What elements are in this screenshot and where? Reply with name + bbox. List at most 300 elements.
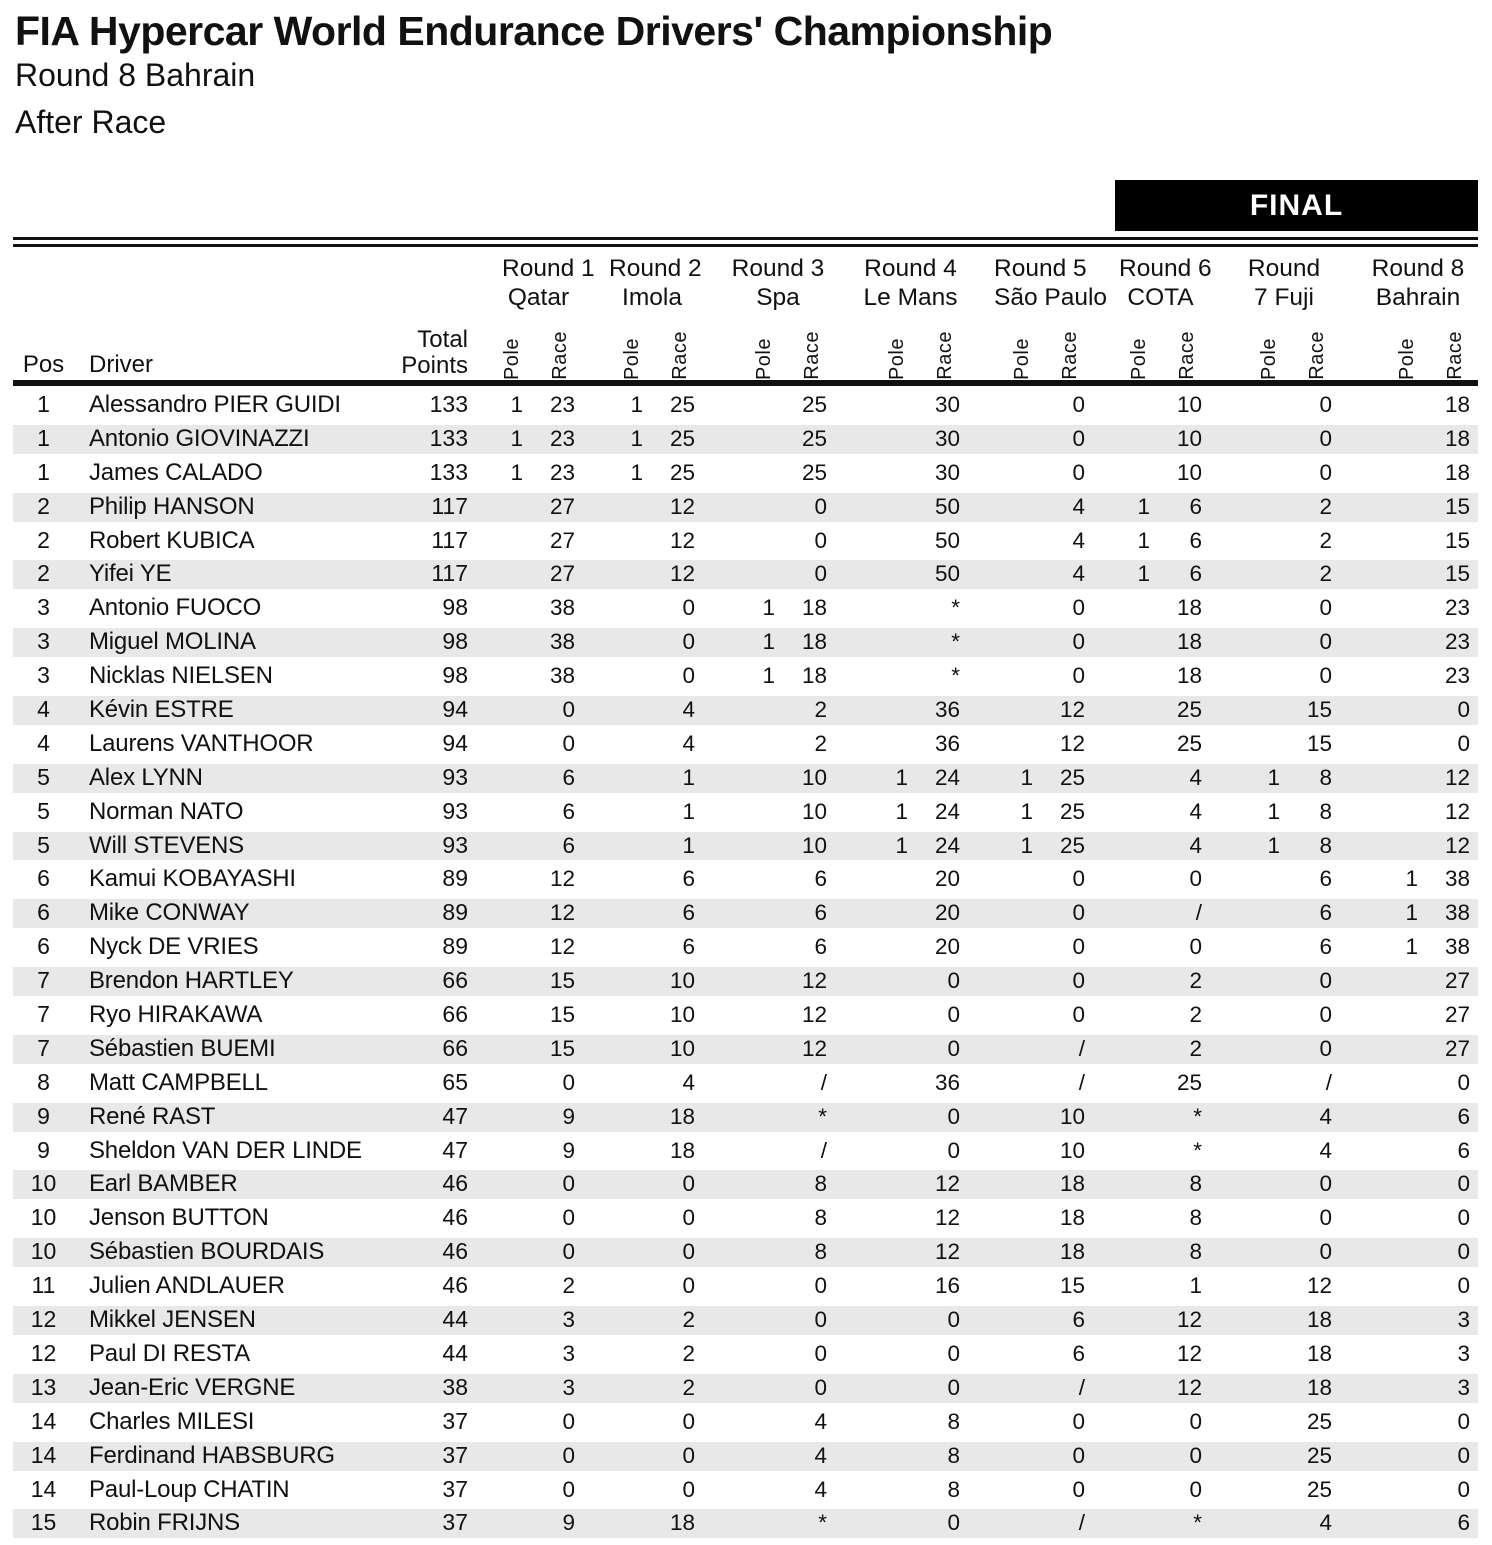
race-points-cell: 23 bbox=[549, 392, 575, 417]
pole-points-cell bbox=[827, 591, 908, 625]
table-row bbox=[13, 388, 1478, 422]
pole-points-cell bbox=[695, 456, 775, 490]
pole-points-cell bbox=[827, 998, 908, 1032]
total-points-cell: 37 bbox=[442, 1441, 468, 1468]
standings-table-body bbox=[13, 388, 1478, 1540]
race-points-cell: 2 bbox=[1189, 1002, 1202, 1028]
pole-points-cell bbox=[468, 557, 523, 591]
pole-points-cell bbox=[827, 524, 908, 558]
race-points-cell: 6 bbox=[1457, 1103, 1470, 1129]
table-row bbox=[13, 761, 1478, 795]
pole-points-cell bbox=[695, 862, 775, 896]
pole-points-cell bbox=[575, 896, 643, 930]
table-row bbox=[13, 1405, 1478, 1439]
race-points-cell: 18 bbox=[1306, 1307, 1332, 1333]
race-points-cell: 10 bbox=[1176, 425, 1202, 451]
race-points-cell: 15 bbox=[1444, 493, 1470, 519]
position-cell: 4 bbox=[37, 729, 50, 756]
race-points-cell: 2 bbox=[682, 1307, 695, 1333]
position-cell: 10 bbox=[30, 1204, 57, 1231]
round-column-header bbox=[575, 250, 702, 314]
total-points-cell: 66 bbox=[442, 1001, 468, 1028]
race-points-cell: 0 bbox=[1319, 459, 1332, 485]
race-points-cell: 3 bbox=[562, 1307, 575, 1333]
round-subtitle: Round 8 Bahrain bbox=[15, 57, 256, 93]
pole-points-cell bbox=[1332, 829, 1418, 863]
race-points-cell: 15 bbox=[1306, 730, 1332, 756]
pole-points-cell bbox=[695, 829, 775, 863]
pole-points-cell bbox=[1332, 1337, 1418, 1371]
race-points-cell: 0 bbox=[1457, 697, 1470, 723]
table-row bbox=[13, 862, 1478, 896]
race-points-cell: 12 bbox=[549, 934, 575, 960]
pole-points-cell bbox=[1202, 1201, 1280, 1235]
pole-points-cell bbox=[1085, 829, 1150, 863]
race-points-cell: 12 bbox=[801, 1035, 827, 1061]
race-points-cell: 15 bbox=[1444, 561, 1470, 587]
pole-points-cell bbox=[695, 1371, 775, 1405]
position-cell: 3 bbox=[37, 594, 50, 621]
pos-column-header: Pos bbox=[22, 351, 65, 378]
table-row bbox=[13, 1235, 1478, 1269]
race-points-cell: 18 bbox=[1306, 1374, 1332, 1400]
pole-points-cell bbox=[695, 1337, 775, 1371]
table-row bbox=[13, 1303, 1478, 1337]
status-badge-label: FINAL bbox=[1249, 189, 1344, 222]
round-header-line1: Round 1 bbox=[502, 255, 595, 282]
pole-column-header-label: Pole bbox=[886, 337, 908, 380]
round-headers-row bbox=[13, 250, 1478, 314]
pole-points-cell: 1 bbox=[1267, 798, 1280, 824]
race-points-cell: 0 bbox=[1319, 1035, 1332, 1061]
pole-points-cell: 1 bbox=[1020, 764, 1033, 790]
row-filler bbox=[1470, 659, 1478, 693]
race-points-cell: 0 bbox=[947, 1307, 960, 1333]
race-points-cell: 12 bbox=[669, 493, 695, 519]
total-points-cell: 89 bbox=[442, 865, 468, 892]
row-filler bbox=[1470, 727, 1478, 761]
table-row bbox=[13, 1473, 1478, 1507]
pole-points-cell bbox=[695, 761, 775, 795]
round-column-header bbox=[468, 250, 595, 314]
pole-points-cell bbox=[827, 930, 908, 964]
race-points-cell: 0 bbox=[1457, 730, 1470, 756]
race-points-cell: 10 bbox=[801, 832, 827, 858]
pole-points-cell bbox=[1085, 1167, 1150, 1201]
pole-points-cell bbox=[1202, 1439, 1280, 1473]
race-points-cell: 12 bbox=[669, 561, 695, 587]
pole-points-cell bbox=[1202, 422, 1280, 456]
pole-points-cell bbox=[1332, 388, 1418, 422]
race-points-cell: * bbox=[951, 595, 960, 621]
race-points-cell: 0 bbox=[1189, 866, 1202, 892]
race-points-cell: 15 bbox=[1306, 697, 1332, 723]
pole-points-cell bbox=[827, 1167, 908, 1201]
race-points-cell: 24 bbox=[934, 764, 960, 790]
round-header-line2: Imola bbox=[622, 284, 682, 311]
pole-points-cell bbox=[1085, 1371, 1150, 1405]
driver-name-cell: Charles MILESI bbox=[89, 1407, 255, 1435]
pole-points-cell bbox=[468, 896, 523, 930]
total-points-cell: 66 bbox=[442, 1034, 468, 1061]
race-points-cell: 8 bbox=[1189, 1171, 1202, 1197]
race-points-cell: 4 bbox=[1072, 527, 1085, 553]
pole-points-cell bbox=[960, 625, 1033, 659]
race-points-cell: 9 bbox=[562, 1510, 575, 1536]
race-points-cell: 8 bbox=[1319, 832, 1332, 858]
pole-points-cell bbox=[1332, 998, 1418, 1032]
total-points-cell: 46 bbox=[442, 1238, 468, 1265]
pole-points-cell bbox=[468, 964, 523, 998]
pole-points-cell bbox=[1332, 524, 1418, 558]
pole-points-cell: 1 bbox=[630, 459, 643, 485]
pole-points-cell bbox=[1202, 693, 1280, 727]
pole-points-cell bbox=[468, 862, 523, 896]
total-points-cell: 117 bbox=[431, 560, 468, 587]
pole-points-cell bbox=[1202, 388, 1280, 422]
race-points-cell: 12 bbox=[1059, 697, 1085, 723]
race-points-cell: 12 bbox=[1176, 1340, 1202, 1366]
pole-points-cell: 1 bbox=[510, 425, 523, 451]
pole-points-cell bbox=[468, 1032, 523, 1066]
round-header-line1: Round 4 bbox=[864, 255, 957, 282]
race-points-cell: 0 bbox=[1072, 968, 1085, 994]
page-title: FIA Hypercar World Endurance Drivers' Championship bbox=[15, 8, 1053, 54]
total-header-line1: Total bbox=[417, 326, 468, 353]
row-filler bbox=[1470, 693, 1478, 727]
race-points-cell: 1 bbox=[682, 832, 695, 858]
pole-points-cell bbox=[1202, 524, 1280, 558]
race-points-cell: 24 bbox=[934, 832, 960, 858]
row-filler bbox=[1470, 1235, 1478, 1269]
position-cell: 3 bbox=[37, 628, 50, 655]
race-points-cell: 10 bbox=[1176, 459, 1202, 485]
pole-points-cell bbox=[468, 1337, 523, 1371]
race-points-cell: 0 bbox=[1072, 1408, 1085, 1434]
race-points-cell: 8 bbox=[947, 1442, 960, 1468]
status-badge bbox=[1115, 180, 1478, 231]
pole-points-cell: 1 bbox=[1020, 832, 1033, 858]
pole-points-cell bbox=[1202, 557, 1280, 591]
total-points-cell: 46 bbox=[442, 1272, 468, 1299]
race-points-cell: 0 bbox=[1457, 1239, 1470, 1265]
race-points-cell: 10 bbox=[801, 764, 827, 790]
race-points-cell: 18 bbox=[669, 1510, 695, 1536]
round-column-header bbox=[1332, 250, 1470, 314]
race-points-cell: 6 bbox=[682, 866, 695, 892]
position-cell: 7 bbox=[37, 1001, 50, 1028]
race-points-cell: 2 bbox=[1189, 1035, 1202, 1061]
race-points-cell: 25 bbox=[669, 392, 695, 417]
race-points-cell: 2 bbox=[814, 697, 827, 723]
race-points-cell: 30 bbox=[934, 425, 960, 451]
pole-points-cell bbox=[695, 693, 775, 727]
race-points-cell: 18 bbox=[669, 1137, 695, 1163]
pole-points-cell bbox=[1085, 1269, 1150, 1303]
race-points-cell: 18 bbox=[1059, 1205, 1085, 1231]
pole-points-cell bbox=[827, 1439, 908, 1473]
pole-points-cell bbox=[827, 490, 908, 524]
column-headers-row bbox=[13, 314, 1478, 380]
table-row bbox=[13, 1337, 1478, 1371]
race-points-cell: 25 bbox=[1059, 798, 1085, 824]
row-filler bbox=[1470, 1066, 1478, 1100]
pole-points-cell: 1 bbox=[1405, 934, 1418, 960]
pole-points-cell bbox=[1085, 1100, 1150, 1134]
total-points-cell: 133 bbox=[429, 458, 468, 485]
race-points-cell: 18 bbox=[1444, 392, 1470, 417]
pole-points-cell bbox=[695, 964, 775, 998]
pole-points-cell bbox=[695, 1201, 775, 1235]
position-cell: 10 bbox=[30, 1170, 57, 1197]
total-points-column-header bbox=[400, 327, 468, 380]
race-points-cell: 0 bbox=[1457, 1171, 1470, 1197]
pole-points-cell bbox=[695, 795, 775, 829]
pole-points-cell bbox=[1085, 1506, 1150, 1540]
race-points-cell: 0 bbox=[1189, 934, 1202, 960]
race-points-cell: 27 bbox=[1444, 1002, 1470, 1028]
race-points-cell: 18 bbox=[801, 629, 827, 655]
race-points-cell: 0 bbox=[1319, 392, 1332, 417]
race-points-cell: 20 bbox=[934, 900, 960, 926]
pole-points-cell bbox=[1202, 862, 1280, 896]
race-points-cell: 6 bbox=[562, 764, 575, 790]
driver-name-cell: Ryo HIRAKAWA bbox=[89, 1001, 263, 1029]
race-points-cell: 25 bbox=[669, 459, 695, 485]
driver-name-cell: Matt CAMPBELL bbox=[89, 1068, 268, 1096]
pole-points-cell: 1 bbox=[630, 392, 643, 417]
race-points-cell: 6 bbox=[1319, 934, 1332, 960]
pole-points-cell bbox=[960, 1235, 1033, 1269]
pole-points-cell bbox=[960, 422, 1033, 456]
race-points-cell: 10 bbox=[1059, 1103, 1085, 1129]
race-points-cell: 38 bbox=[1444, 866, 1470, 892]
race-points-cell: 4 bbox=[814, 1408, 827, 1434]
pole-points-cell bbox=[468, 659, 523, 693]
driver-name-cell: Julien ANDLAUER bbox=[89, 1272, 285, 1300]
pole-points-cell bbox=[695, 1269, 775, 1303]
race-points-cell: 25 bbox=[1176, 730, 1202, 756]
race-points-cell: 0 bbox=[682, 1273, 695, 1299]
position-cell: 1 bbox=[37, 424, 50, 451]
pole-points-cell bbox=[1085, 1032, 1150, 1066]
race-points-cell: 15 bbox=[549, 1002, 575, 1028]
race-points-cell: 8 bbox=[1189, 1239, 1202, 1265]
pole-points-cell bbox=[1085, 422, 1150, 456]
race-points-cell: 0 bbox=[1072, 629, 1085, 655]
driver-name-cell: Sheldon VAN DER LINDE bbox=[89, 1136, 362, 1164]
pole-points-cell bbox=[1085, 456, 1150, 490]
pole-points-cell bbox=[827, 1405, 908, 1439]
pole-points-cell bbox=[1202, 1100, 1280, 1134]
pole-points-cell bbox=[575, 862, 643, 896]
race-points-cell: 0 bbox=[682, 1239, 695, 1265]
table-row bbox=[13, 795, 1478, 829]
total-points-cell: 89 bbox=[442, 933, 468, 960]
driver-name-cell: Nyck DE VRIES bbox=[89, 933, 259, 961]
pole-points-cell bbox=[827, 1066, 908, 1100]
driver-name-cell: Sébastien BOURDAIS bbox=[89, 1238, 325, 1266]
race-points-cell: 4 bbox=[1072, 561, 1085, 587]
pole-points-cell bbox=[695, 422, 775, 456]
race-points-cell: 2 bbox=[1319, 527, 1332, 553]
race-points-cell: 0 bbox=[682, 1171, 695, 1197]
driver-name-cell: Antonio GIOVINAZZI bbox=[89, 424, 310, 452]
pole-points-cell bbox=[1085, 1303, 1150, 1337]
race-points-cell: 8 bbox=[814, 1205, 827, 1231]
race-points-cell: 36 bbox=[934, 1069, 960, 1095]
pole-points-cell bbox=[1085, 930, 1150, 964]
race-points-cell: * bbox=[951, 663, 960, 689]
pole-points-cell bbox=[1202, 930, 1280, 964]
race-points-cell: 0 bbox=[1319, 1171, 1332, 1197]
pole-points-cell: 1 bbox=[1267, 764, 1280, 790]
race-column-header-label: Race bbox=[669, 331, 691, 380]
race-points-cell: 4 bbox=[1319, 1137, 1332, 1163]
pole-points-cell bbox=[695, 1134, 775, 1168]
race-points-cell: 12 bbox=[1444, 764, 1470, 790]
pole-points-cell bbox=[1332, 1134, 1418, 1168]
position-cell: 7 bbox=[37, 1034, 50, 1061]
race-points-cell: 0 bbox=[1189, 1408, 1202, 1434]
race-points-cell: 0 bbox=[682, 1442, 695, 1468]
race-points-cell: 8 bbox=[1319, 798, 1332, 824]
total-points-cell: 44 bbox=[442, 1306, 468, 1333]
row-filler bbox=[1470, 761, 1478, 795]
position-cell: 14 bbox=[30, 1475, 57, 1502]
pole-points-cell bbox=[1332, 1100, 1418, 1134]
race-points-cell: 25 bbox=[1059, 832, 1085, 858]
driver-name-cell: Kévin ESTRE bbox=[89, 696, 234, 724]
pole-points-cell bbox=[575, 795, 643, 829]
pole-points-cell bbox=[1332, 1235, 1418, 1269]
total-header-line2: Points bbox=[401, 352, 468, 379]
pole-points-cell bbox=[960, 1032, 1033, 1066]
race-points-cell: 38 bbox=[549, 595, 575, 621]
pole-points-cell bbox=[468, 930, 523, 964]
race-points-cell: 8 bbox=[814, 1171, 827, 1197]
pole-points-cell bbox=[695, 1100, 775, 1134]
pole-points-cell bbox=[1085, 862, 1150, 896]
pole-points-cell bbox=[1085, 795, 1150, 829]
race-points-cell: 4 bbox=[682, 1069, 695, 1095]
position-cell: 1 bbox=[37, 391, 50, 417]
driver-name-cell: Jean-Eric VERGNE bbox=[89, 1373, 296, 1401]
race-points-cell: 23 bbox=[549, 425, 575, 451]
pole-points-cell bbox=[960, 591, 1033, 625]
pole-points-cell bbox=[827, 862, 908, 896]
pole-points-cell: 1 bbox=[895, 832, 908, 858]
round-header-line1: Round 3 bbox=[731, 255, 825, 282]
race-points-cell: 12 bbox=[801, 1002, 827, 1028]
total-points-cell: 46 bbox=[442, 1170, 468, 1197]
race-points-cell: 6 bbox=[1319, 866, 1332, 892]
pole-points-cell bbox=[960, 1405, 1033, 1439]
race-points-cell: 0 bbox=[1319, 968, 1332, 994]
race-points-cell: 18 bbox=[801, 595, 827, 621]
row-filler bbox=[1470, 1134, 1478, 1168]
pole-points-cell bbox=[695, 896, 775, 930]
race-points-cell: 4 bbox=[1072, 493, 1085, 519]
race-points-cell: 15 bbox=[1444, 527, 1470, 553]
driver-name-cell: Will STEVENS bbox=[89, 831, 244, 859]
total-points-cell: 133 bbox=[429, 424, 468, 451]
round-column-header bbox=[1085, 250, 1212, 314]
pole-points-cell bbox=[960, 1337, 1033, 1371]
race-points-cell: 0 bbox=[814, 1307, 827, 1333]
round-headers-lead-spacer bbox=[13, 250, 468, 314]
position-cell: 5 bbox=[37, 831, 50, 858]
driver-name-cell: Norman NATO bbox=[89, 797, 244, 825]
race-points-cell: 12 bbox=[1444, 798, 1470, 824]
total-points-cell: 47 bbox=[442, 1102, 468, 1129]
pole-points-cell bbox=[1332, 625, 1418, 659]
position-cell: 9 bbox=[37, 1136, 50, 1163]
race-points-cell: 24 bbox=[934, 798, 960, 824]
table-row bbox=[13, 456, 1478, 490]
round-column-header bbox=[827, 250, 960, 314]
race-points-cell: / bbox=[1078, 1374, 1085, 1400]
pole-points-cell bbox=[1085, 1066, 1150, 1100]
pole-points-cell bbox=[575, 829, 643, 863]
race-points-cell: 0 bbox=[1072, 1476, 1085, 1502]
total-points-cell: 37 bbox=[442, 1475, 468, 1502]
race-column-header-label: Race bbox=[1059, 331, 1081, 380]
pole-points-cell bbox=[1332, 1473, 1418, 1507]
race-points-cell: 15 bbox=[549, 1035, 575, 1061]
pole-points-cell: 1 bbox=[762, 595, 775, 621]
table-row bbox=[13, 659, 1478, 693]
position-cell: 14 bbox=[30, 1407, 57, 1434]
pole-points-cell bbox=[695, 727, 775, 761]
row-filler bbox=[1470, 896, 1478, 930]
race-points-cell: 3 bbox=[1457, 1307, 1470, 1333]
pole-column-header bbox=[1202, 314, 1280, 380]
driver-name-cell: Ferdinand HABSBURG bbox=[89, 1441, 335, 1469]
race-points-cell: 0 bbox=[562, 1476, 575, 1502]
pole-points-cell bbox=[468, 1371, 523, 1405]
race-points-cell: / bbox=[1078, 1069, 1085, 1095]
race-points-cell: * bbox=[1193, 1510, 1202, 1536]
round-header-line2: COTA bbox=[1127, 284, 1194, 311]
pole-points-cell bbox=[1202, 1235, 1280, 1269]
round-header-line1: Round 6 bbox=[1119, 255, 1212, 282]
race-points-cell: 0 bbox=[562, 1069, 575, 1095]
race-points-cell: 10 bbox=[669, 968, 695, 994]
driver-name-cell: Robin FRIJNS bbox=[89, 1509, 240, 1537]
total-points-cell: 133 bbox=[429, 391, 468, 417]
pole-points-cell bbox=[575, 693, 643, 727]
race-points-cell: 1 bbox=[682, 764, 695, 790]
driver-name-cell: Kamui KOBAYASHI bbox=[89, 865, 296, 893]
table-header bbox=[13, 250, 1478, 380]
race-points-cell: 12 bbox=[934, 1205, 960, 1231]
driver-name-cell: Philip HANSON bbox=[89, 492, 255, 520]
pole-points-cell bbox=[695, 1032, 775, 1066]
race-points-cell: 18 bbox=[1444, 459, 1470, 485]
pole-points-cell bbox=[827, 727, 908, 761]
pole-column-header-label: Pole bbox=[501, 337, 523, 380]
race-points-cell: 4 bbox=[1189, 832, 1202, 858]
pole-points-cell bbox=[1202, 591, 1280, 625]
race-points-cell: 6 bbox=[562, 832, 575, 858]
pole-points-cell bbox=[575, 1134, 643, 1168]
round-column-header bbox=[1202, 250, 1332, 314]
pole-points-cell bbox=[1085, 727, 1150, 761]
row-filler bbox=[1470, 829, 1478, 863]
race-points-cell: 1 bbox=[1189, 1273, 1202, 1299]
row-filler bbox=[1470, 862, 1478, 896]
